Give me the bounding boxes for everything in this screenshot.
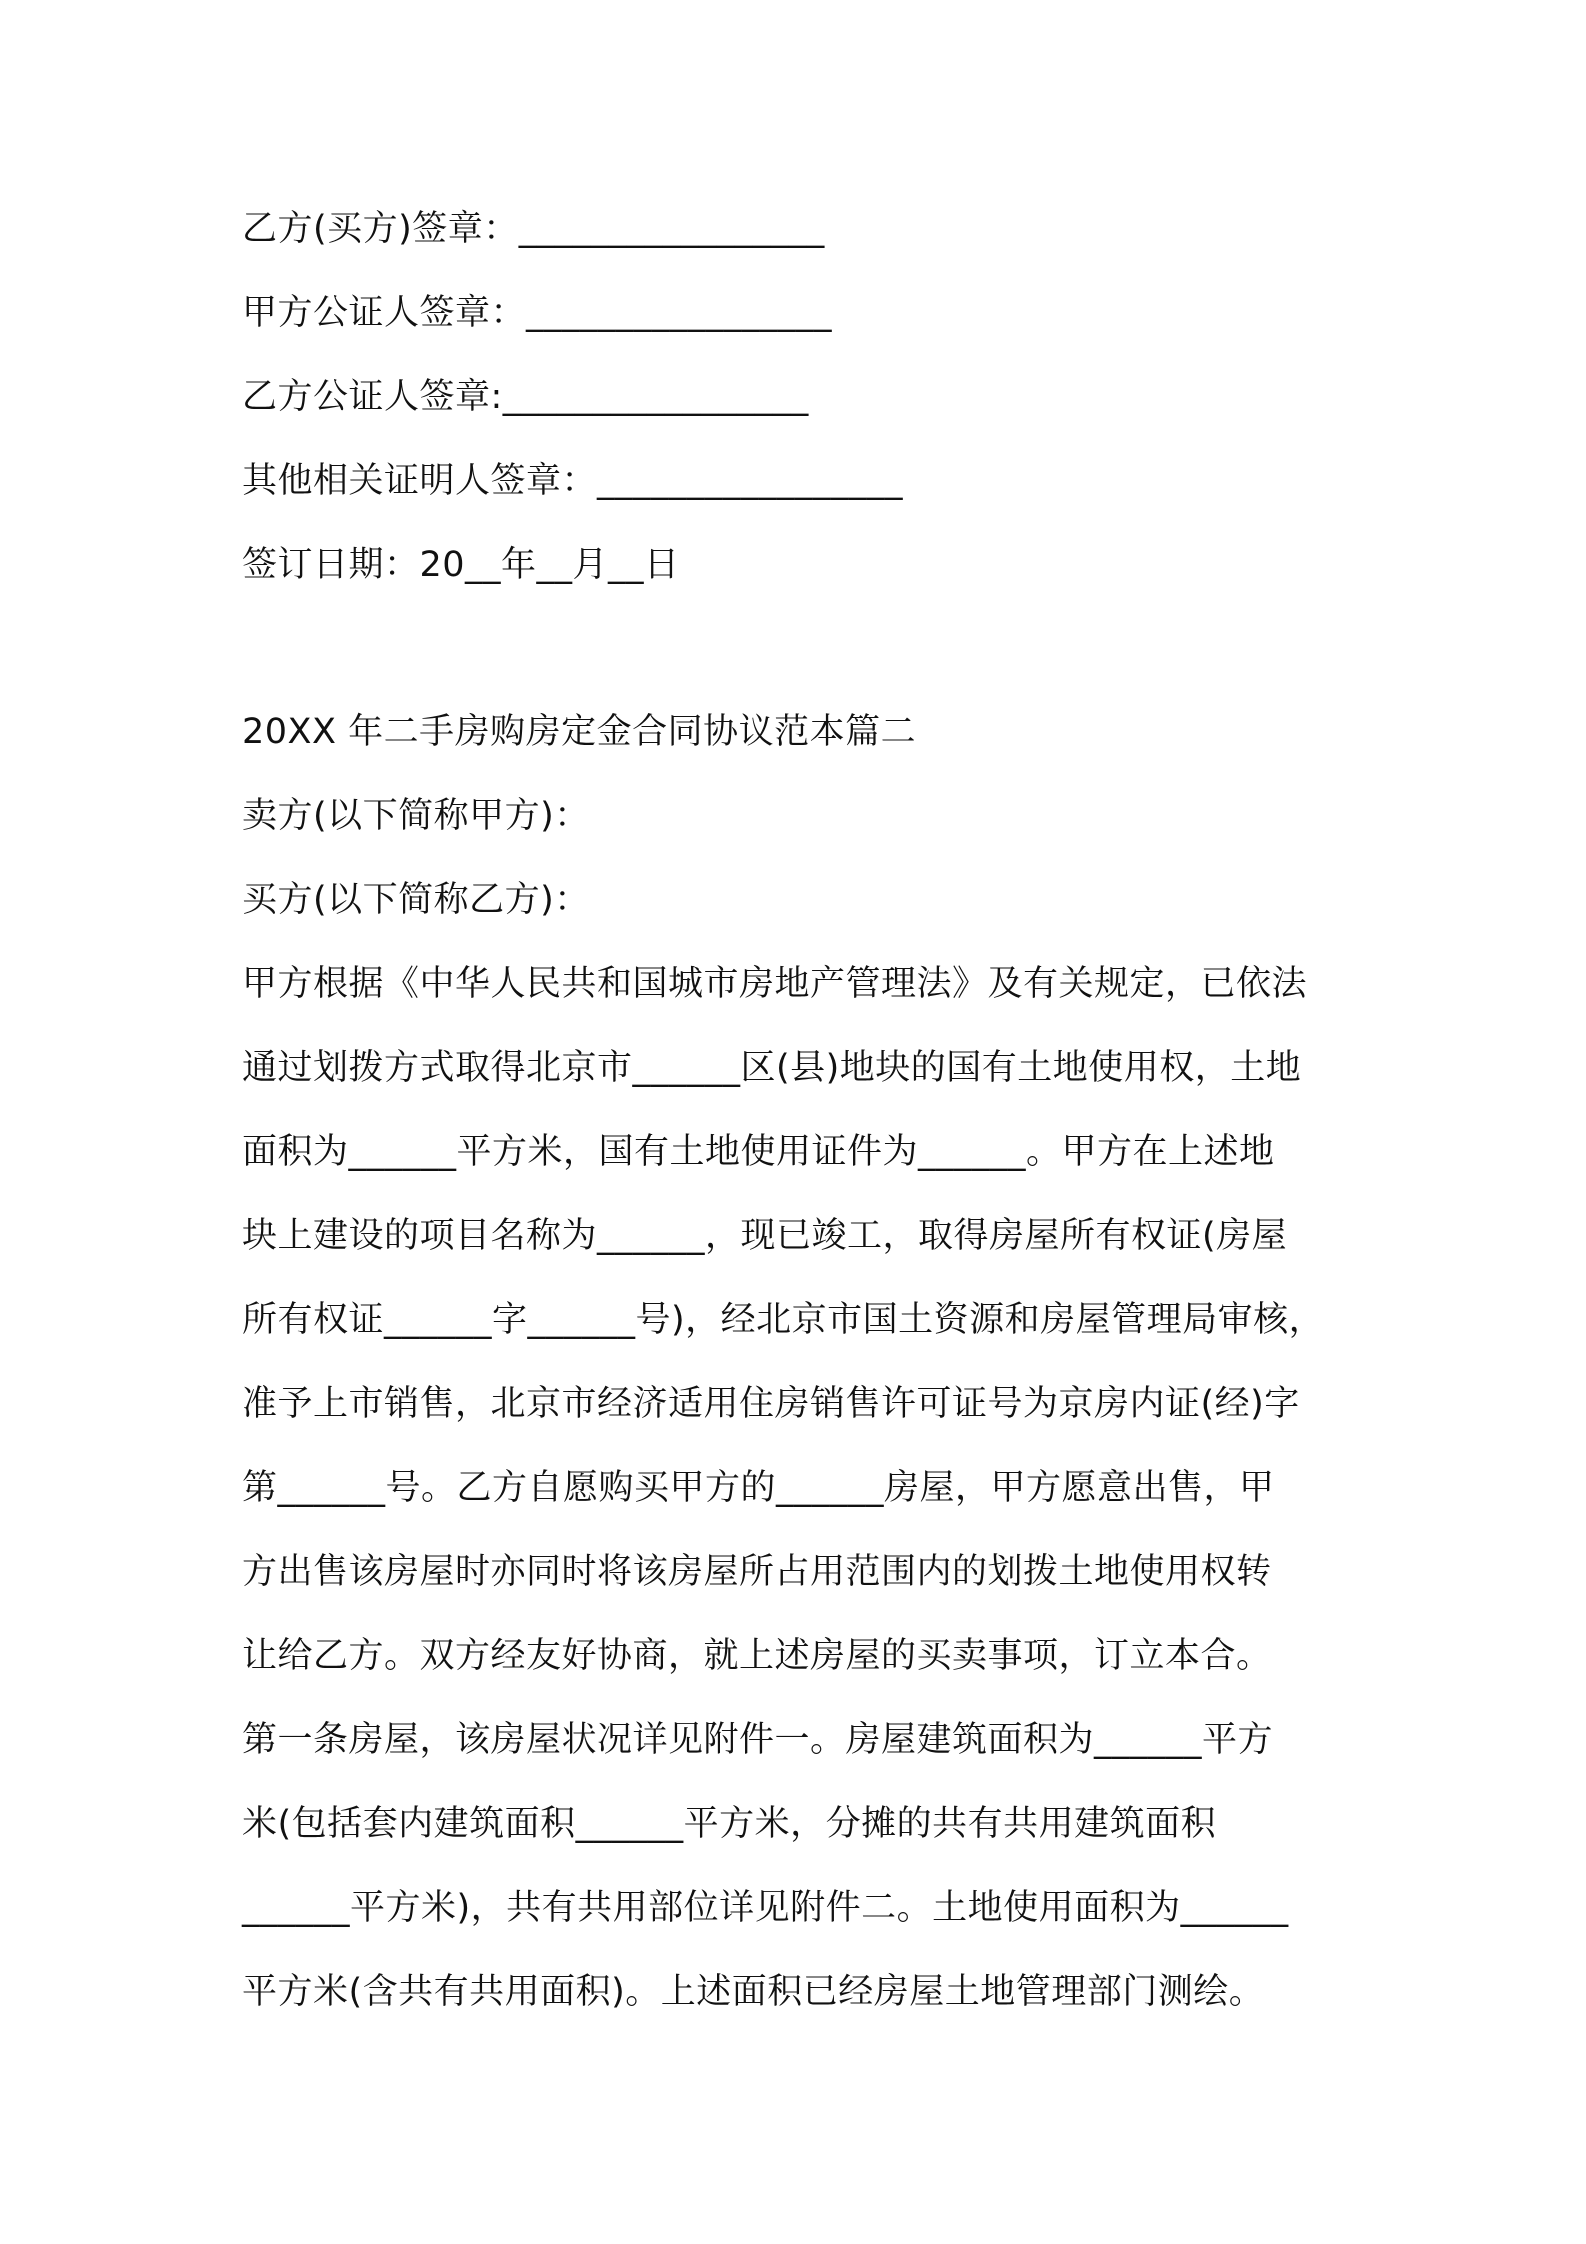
paragraph-line: ______平方米)，共有共用部位详见附件二。土地使用面积为______	[242, 1888, 1289, 1928]
paragraph-line: 通过划拨方式取得北京市______区(县)地块的国有土地使用权，土地	[242, 1048, 1302, 1088]
intro-paragraph	[242, 942, 1352, 1698]
paragraph-line: 第______号。乙方自愿购买甲方的______房屋，甲方愿意出售，甲	[242, 1468, 1275, 1508]
paragraph-line: 准予上市销售，北京市经济适用住房销售许可证号为京房内证(经)字	[242, 1384, 1300, 1424]
paragraph-line: 让给乙方。双方经友好协商，就上述房屋的买卖事项，订立本合。	[242, 1636, 1272, 1676]
buyer-line: 买方(以下简称乙方)：	[242, 880, 590, 920]
paragraph-line: 米(包括套内建筑面积______平方米，分摊的共有共用建筑面积	[242, 1804, 1217, 1844]
buyer-notary-signature-line: 乙方公证人签章:_________________	[242, 377, 809, 417]
paragraph-line: 所有权证______字______号)，经北京市国土资源和房屋管理局审核，	[242, 1300, 1325, 1340]
buyer-signature-line: 乙方(买方)签章：_________________	[242, 209, 825, 249]
other-witness-signature-line: 其他相关证明人签章：_________________	[242, 461, 904, 501]
signing-date-line: 签订日期：20__年__月__日	[242, 545, 680, 585]
seller-notary-signature-line: 甲方公证人签章：_________________	[242, 293, 833, 333]
paragraph-line: 第一条房屋，该房屋状况详见附件一。房屋建筑面积为______平方	[242, 1720, 1274, 1760]
paragraph-line: 方出售该房屋时亦同时将该房屋所占用范围内的划拨土地使用权转	[242, 1552, 1272, 1592]
signature-section	[242, 187, 1352, 607]
seller-line: 卖方(以下简称甲方)：	[242, 796, 590, 836]
paragraph-line: 甲方根据《中华人民共和国城市房地产管理法》及有关规定，已依法	[242, 964, 1308, 1004]
contract-section	[242, 690, 1352, 2034]
paragraph-line: 平方米(含共有共用面积)。上述面积已经房屋土地管理部门测绘。	[242, 1972, 1265, 2012]
paragraph-line: 块上建设的项目名称为______，现已竣工，取得房屋所有权证(房屋	[242, 1216, 1288, 1256]
section-title: 20XX 年二手房购房定金合同协议范本篇二	[242, 712, 917, 752]
article-1-paragraph	[242, 1698, 1352, 2034]
paragraph-line: 面积为______平方米，国有土地使用证件为______。甲方在上述地	[242, 1132, 1275, 1172]
